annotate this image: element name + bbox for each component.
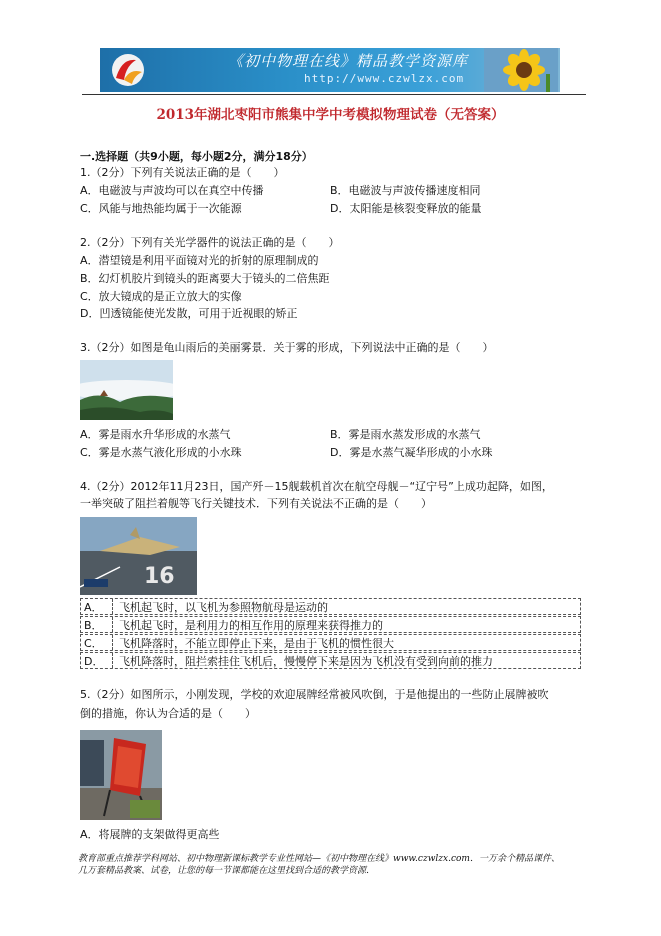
question-1-option-c: C．风能与地热能均属于一次能源: [80, 202, 242, 215]
option-label: C．: [81, 635, 113, 650]
question-2-option-a: A．潜望镜是利用平面镜对光的折射的原理制成的: [80, 254, 319, 267]
question-5-option-a: A．将展牌的支架做得更高些: [80, 828, 220, 841]
question-2-option-b: B．幻灯机胶片到镜头的距离要大于镜头的二倍焦距: [80, 272, 330, 285]
question-1-option-a: A．电磁波与声波均可以在真空中传播: [80, 184, 264, 197]
page-footer: [78, 853, 598, 877]
question-2-stem: 2.（2分）下列有关光学器件的说法正确的是（ ）: [80, 236, 340, 249]
header-banner: [100, 48, 560, 92]
question-3-option-b: B．雾是雨水蒸发形成的水蒸气: [330, 428, 481, 441]
question-4-stem-line-1: 4.（2分）2012年11月23日，国产歼－15舰载机首次在航空母舰－“辽宁号”上成功起降，如图，: [80, 480, 553, 493]
fog-mountain-photo: [80, 360, 173, 420]
option-text: 飞机起飞时，以飞机为参照物航母是运动的: [119, 600, 328, 614]
question-4-option-b: [80, 616, 581, 633]
option-text: 飞机降落时，不能立即停止下来，是由于飞机的惯性很大: [119, 636, 394, 650]
question-3-option-a: A．雾是雨水升华形成的水蒸气: [80, 428, 231, 441]
question-1-option-b: B．电磁波与声波传播速度相同: [330, 184, 481, 197]
footer-line-1: 教育部重点推荐学科网站、初中物理新课标教学专业性网站—《初中物理在线》www.czwlzx.com．一万余个精品课件、: [78, 854, 560, 864]
banner-url[interactable]: http://www.czwlzx.com: [304, 72, 465, 85]
option-text: 飞机起飞时，是利用力的相互作用的原理来获得推力的: [119, 618, 383, 632]
question-1-option-d: D．太阳能是核裂变释放的能量: [330, 202, 482, 215]
question-3-stem: 3.（2分）如图是龟山雨后的美丽雾景．关于雾的形成，下列说法中正确的是（ ）: [80, 341, 494, 354]
question-3-option-c: C．雾是水蒸气液化形成的小水珠: [80, 446, 242, 459]
option-label: D．: [81, 653, 113, 668]
svg-text:16: 16: [144, 564, 175, 589]
site-logo: [106, 52, 150, 88]
question-4-option-c: [80, 634, 581, 651]
question-5-stem-line-2: 倒的措施，你认为合适的是（ ）: [80, 707, 256, 720]
question-5-stem-line-1: 5.（2分）如图所示，小刚发现，学校的欢迎展牌经常被风吹倒，于是他提出的一些防止展牌被吹: [80, 688, 549, 701]
question-4-option-a: [80, 598, 581, 615]
question-4-stem-line-2: 一举突破了阻拦着舰等飞行关键技术．下列有关说法不正确的是（ ）: [80, 497, 432, 510]
option-text: 飞机降落时，阻拦索挂住飞机后，慢慢停下来是因为飞机没有受到向前的推力: [119, 654, 493, 668]
question-4-option-d: [80, 652, 581, 669]
footer-line-2: 几万套精品教案、试卷，让您的每一节课都能在这里找到合适的教学资源．: [78, 866, 376, 876]
option-label: B．: [81, 617, 113, 632]
header-rule: [82, 94, 586, 95]
option-label: A．: [81, 599, 113, 614]
banner-title: 《初中物理在线》精品教学资源库: [228, 52, 469, 70]
carrier-jet-photo: [80, 517, 197, 595]
question-1-stem: 1.（2分）下列有关说法正确的是（ ）: [80, 166, 285, 179]
question-3-option-d: D．雾是水蒸气凝华形成的小水珠: [330, 446, 493, 459]
display-board-photo: [80, 730, 162, 820]
document-title: 2013年湖北枣阳市熊集中学中考模拟物理试卷（无答案）: [156, 107, 505, 123]
question-2-option-d: D．凹透镜能使光发散，可用于近视眼的矫正: [80, 307, 298, 320]
question-2-option-c: C．放大镜成的是正立放大的实像: [80, 290, 242, 303]
section-heading: 一.选择题（共9小题，每小题2分，满分18分）: [80, 150, 313, 163]
sunflower-image: [484, 48, 558, 92]
